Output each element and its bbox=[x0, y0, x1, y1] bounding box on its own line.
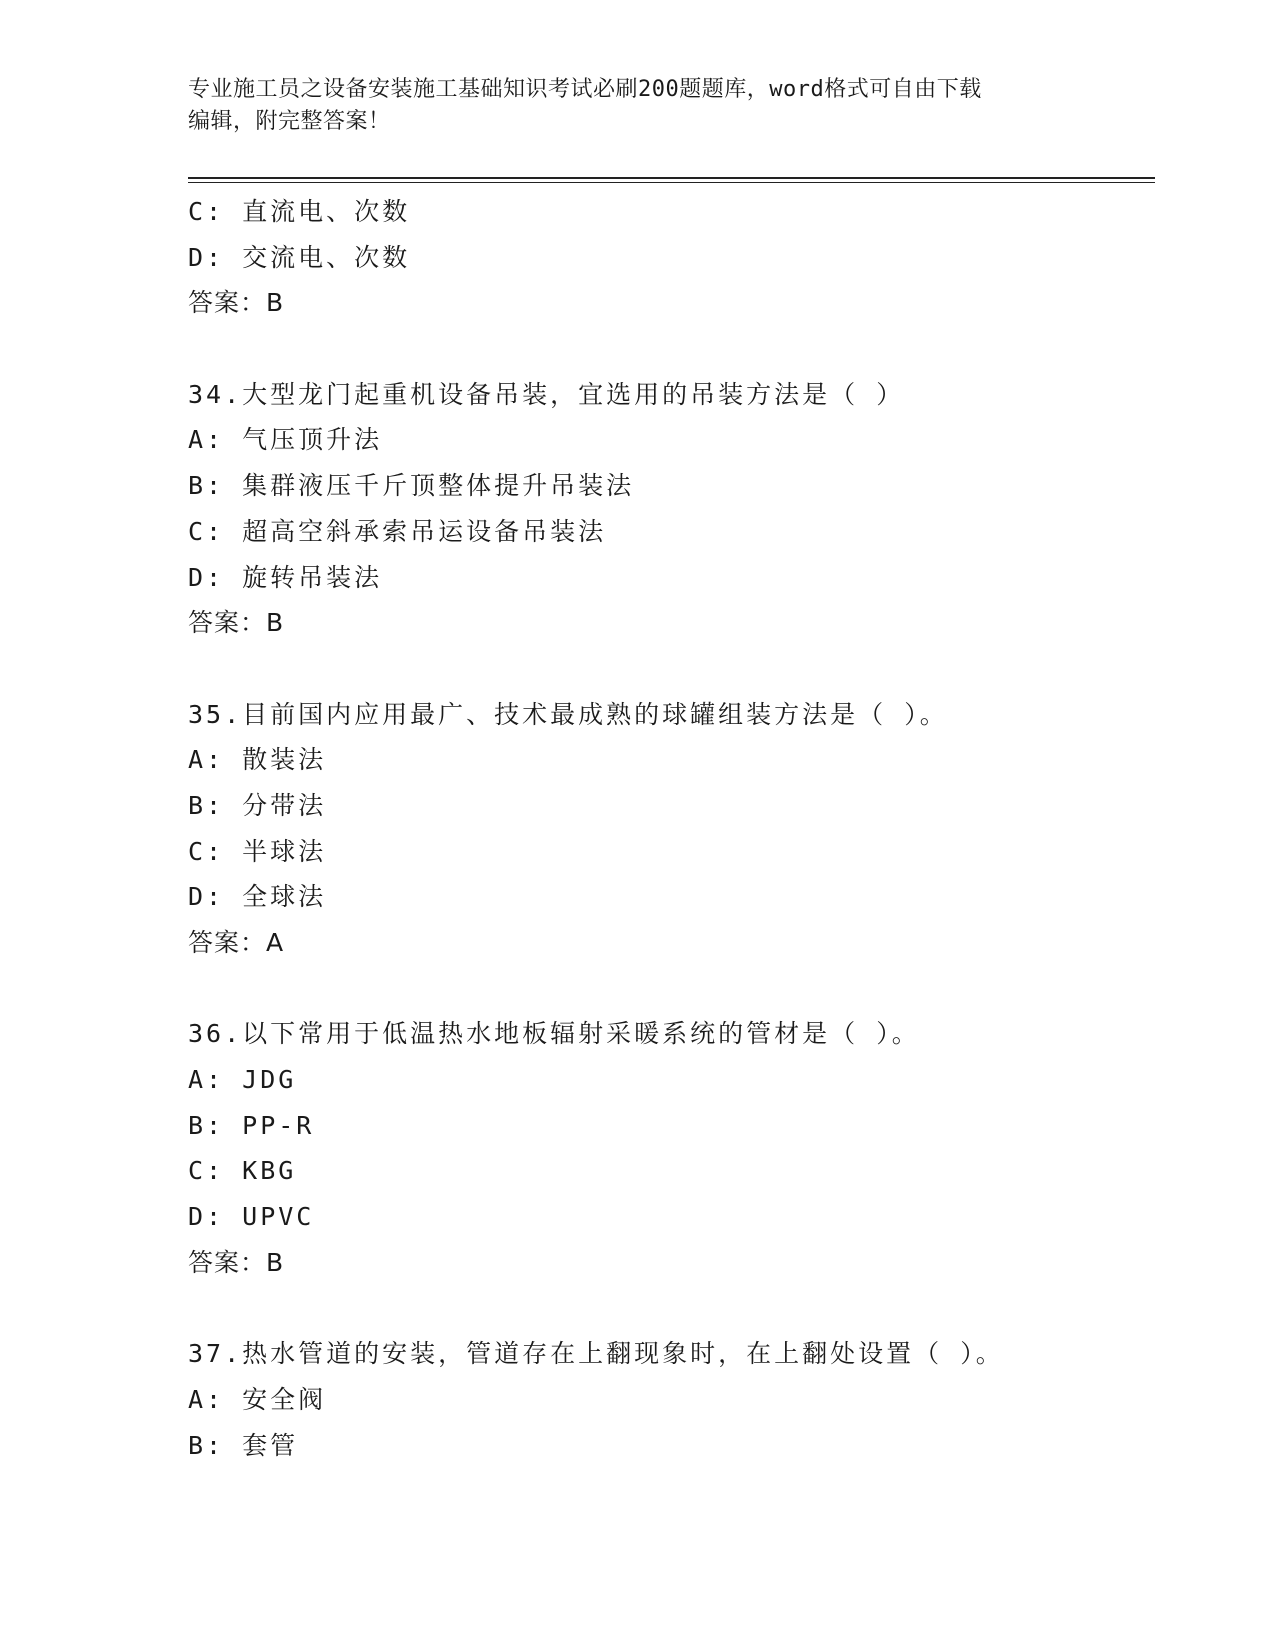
option-a: A: 安全阀 bbox=[188, 1384, 327, 1414]
header-rule-thin bbox=[188, 182, 1155, 183]
option-b: B: 分带法 bbox=[188, 790, 327, 820]
question-block-35 bbox=[188, 692, 1148, 966]
spacer bbox=[188, 1286, 1148, 1332]
answer-line: 答案：B bbox=[188, 608, 285, 638]
document-header bbox=[188, 74, 1068, 138]
option-a: A: JDG bbox=[188, 1065, 297, 1095]
question-block-33-continued bbox=[188, 189, 1148, 326]
option-a: A: 散装法 bbox=[188, 745, 327, 775]
option-d: D: UPVC bbox=[188, 1202, 315, 1232]
question-stem: 34.大型龙门起重机设备吊装，宜选用的吊装方法是（ ） bbox=[188, 379, 905, 409]
header-title-line1: 专业施工员之设备安装施工基础知识考试必刷200题题库，word格式可自由下载 bbox=[188, 77, 982, 102]
option-d: D: 交流电、次数 bbox=[188, 242, 411, 272]
spacer bbox=[188, 966, 1148, 1012]
option-a: A: 气压顶升法 bbox=[188, 425, 383, 455]
option-d: D: 全球法 bbox=[188, 882, 327, 912]
answer-line: 答案：B bbox=[188, 1247, 285, 1277]
question-stem: 36.以下常用于低温热水地板辐射采暖系统的管材是（ ）。 bbox=[188, 1019, 920, 1049]
question-block-37 bbox=[188, 1331, 1148, 1468]
question-block-34 bbox=[188, 372, 1148, 646]
header-title-line2: 编辑，附完整答案！ bbox=[188, 109, 391, 134]
question-list bbox=[188, 189, 1148, 1468]
option-b: B: PP-R bbox=[188, 1110, 315, 1140]
option-c: C: KBG bbox=[188, 1156, 297, 1186]
option-b: B: 集群液压千斤顶整体提升吊装法 bbox=[188, 471, 635, 501]
question-stem: 37.热水管道的安装，管道存在上翻现象时，在上翻处设置（ ）。 bbox=[188, 1339, 1004, 1369]
option-b: B: 套管 bbox=[188, 1430, 299, 1460]
spacer bbox=[188, 326, 1148, 372]
option-c: C: 超高空斜承索吊运设备吊装法 bbox=[188, 516, 607, 546]
answer-line: 答案：A bbox=[188, 928, 285, 957]
question-stem: 35.目前国内应用最广、技术最成熟的球罐组装方法是（ ）。 bbox=[188, 699, 948, 729]
question-block-36 bbox=[188, 1011, 1148, 1285]
spacer bbox=[188, 646, 1148, 692]
answer-line: 答案：B bbox=[188, 288, 285, 318]
option-d: D: 旋转吊装法 bbox=[188, 562, 383, 592]
option-c: C: 直流电、次数 bbox=[188, 197, 411, 226]
header-rule-thick bbox=[188, 177, 1155, 179]
option-c: C: 半球法 bbox=[188, 836, 327, 866]
